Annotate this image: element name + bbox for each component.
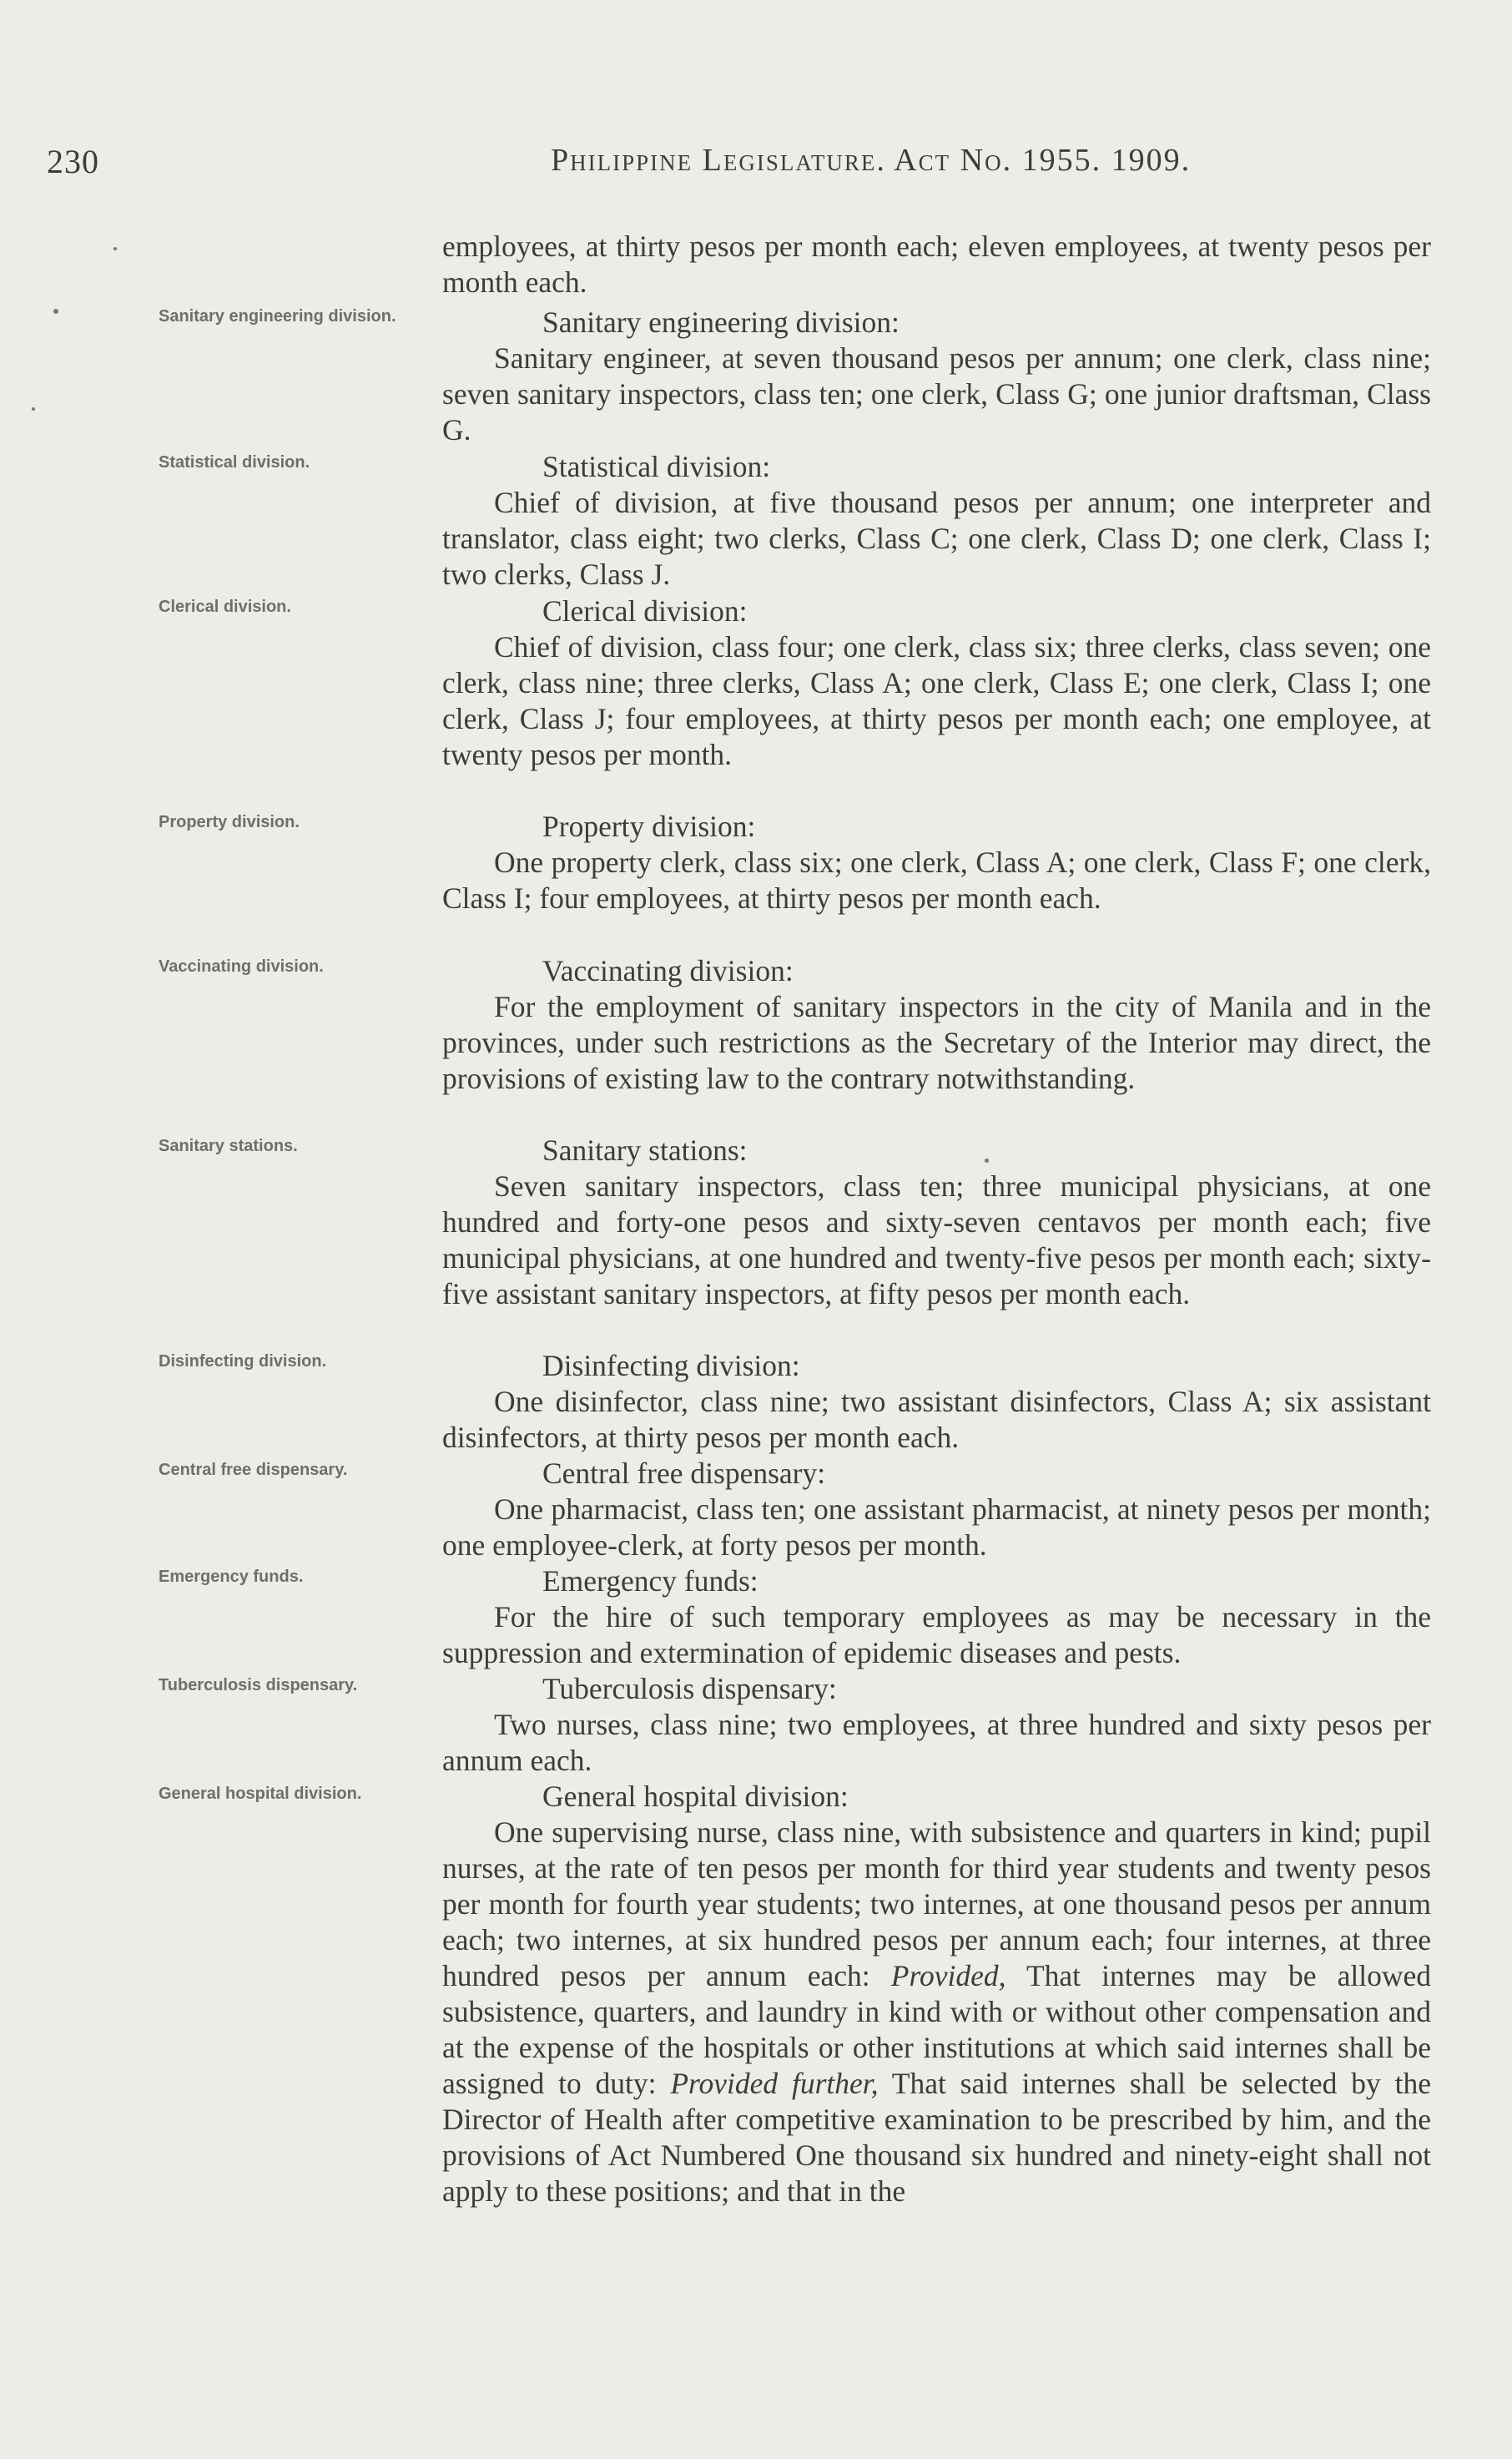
section-text: Sanitary engineer, at seven thousand pesos per annum; one clerk, class nine; seven sanitary inspectors, class ten; one clerk, Class G; one junior draftsman, Class G. (442, 341, 1431, 447)
scan-speck (113, 247, 117, 250)
section-text: Chief of division, at five thousand pesos per annum; one interpreter and translator, class eight; two clerks, Class C; one clerk, Class D; one clerk, Class I; two clerks, Class J. (442, 486, 1431, 591)
heading-statistical: Statistical division: (542, 450, 771, 483)
lead-paragraph (442, 229, 1431, 300)
margin-note-emergency-funds: Emergency funds. (159, 1568, 304, 1586)
margin-note-disinfecting: Disinfecting division. (159, 1352, 327, 1371)
section-general-hospital (442, 1815, 1431, 2209)
margin-note-general-hospital: General hospital division. (159, 1785, 362, 1803)
scan-speck (32, 407, 35, 411)
section-emergency-funds (442, 1599, 1431, 1671)
scan-speck (985, 1159, 989, 1163)
page-number: 230 (47, 143, 99, 180)
section-text: For the hire of such temporary employees as may be necessary in the suppression and extermination of epidemic diseases and pests. (442, 1600, 1431, 1669)
section-text: For the employment of sanitary inspectors in the city of Manila and in the provinces, under such restrictions as the Secretary of the Interior may direct, the provisions of existing law to the contrary notwithstanding. (442, 990, 1431, 1095)
heading-clerical: Clerical division: (542, 594, 748, 628)
section-text (442, 1815, 1431, 2209)
margin-note-clerical: Clerical division. (159, 598, 291, 616)
heading-emergency-funds: Emergency funds: (542, 1564, 759, 1598)
proviso-label: Provided, (890, 1959, 1006, 1992)
section-text: One disinfector, class nine; two assistant disinfectors, Class A; six assistant disinfectors, at thirty pesos per month each. (442, 1385, 1431, 1454)
heading-central-free-dispensary: Central free dispensary: (542, 1457, 826, 1490)
heading-general-hospital: General hospital division: (542, 1780, 849, 1813)
heading-disinfecting: Disinfecting division: (542, 1349, 800, 1382)
heading-sanitary-engineering: Sanitary engineering division: (542, 305, 900, 339)
lead-text: employees, at thirty pesos per month each; eleven employees, at twenty pesos per month each. (442, 230, 1431, 299)
section-tuberculosis-dispensary (442, 1707, 1431, 1779)
section-clerical (442, 629, 1431, 773)
scan-speck (53, 309, 58, 314)
margin-note-tuberculosis-dispensary: Tuberculosis dispensary. (159, 1676, 358, 1694)
section-sanitary-stations (442, 1169, 1431, 1312)
margin-note-sanitary-stations: Sanitary stations. (159, 1137, 298, 1155)
section-text: One pharmacist, class ten; one assistant pharmacist, at ninety pesos per month; one employee-clerk, at forty pesos per month. (442, 1492, 1431, 1562)
heading-sanitary-stations: Sanitary stations: (542, 1134, 748, 1167)
section-text-part: One supervising nurse, class nine, with subsistence and quarters in kind; pupil nurses, at the rate of ten pesos per month for third year students and twenty pesos per month for fourth year students; two internes, at one thousand pesos per annum each; two internes, at six hundred pesos per annum each; four internes, at three hundred pesos per annum each: (442, 1815, 1431, 1992)
heading-tuberculosis-dispensary: Tuberculosis dispensary: (542, 1672, 837, 1705)
section-statistical (442, 485, 1431, 593)
section-text: Two nurses, class nine; two employees, at three hundred and sixty pesos per annum each. (442, 1708, 1431, 1777)
section-text: Seven sanitary inspectors, class ten; three municipal physicians, at one hundred and forty-one pesos and sixty-seven centavos per month each; five municipal physicians, at one hundred and twenty-five pesos per month each; sixty-five assistant sanitary inspectors, at fifty pesos per month each. (442, 1169, 1431, 1310)
running-head: Philippine Legislature. Act No. 1955. 1909. (551, 143, 1192, 178)
margin-note-central-free-dispensary: Central free dispensary. (159, 1461, 348, 1479)
section-vaccinating (442, 989, 1431, 1097)
section-text: Chief of division, class four; one clerk, class six; three clerks, class seven; one clerk, class nine; three clerks, Class A; one clerk, Class E; one clerk, Class I; one clerk, Class J; four employees, at thirty pesos per month each; one employee, at twenty pesos per month. (442, 630, 1431, 771)
section-text-part: That said internes shall be selected by the Director of Health after competitive examination to be prescribed by him, and the provisions of Act Numbered One thousand six hundred and ninety-eight shall not apply to these positions; and that in the (442, 2067, 1431, 2208)
section-text: One property clerk, class six; one clerk, Class A; one clerk, Class F; one clerk, Class I; four employees, at thirty pesos per month each. (442, 846, 1431, 915)
section-text-part: That internes may be allowed subsistence, quarters, and laundry in kind with or without other compensation and at the expense of the hospitals or other institutions at which said internes shall be assigned to duty: (442, 1959, 1431, 2100)
heading-property: Property division: (542, 810, 756, 843)
margin-note-property: Property division. (159, 813, 300, 831)
margin-note-sanitary-engineering: Sanitary engineering division. (159, 307, 396, 326)
section-disinfecting (442, 1384, 1431, 1456)
heading-vaccinating: Vaccinating division: (542, 954, 794, 987)
section-property (442, 845, 1431, 916)
proviso-label: Provided further, (670, 2067, 879, 2100)
section-central-free-dispensary (442, 1492, 1431, 1563)
section-sanitary-engineering (442, 341, 1431, 448)
margin-note-vaccinating: Vaccinating division. (159, 957, 324, 976)
margin-note-statistical: Statistical division. (159, 453, 310, 472)
